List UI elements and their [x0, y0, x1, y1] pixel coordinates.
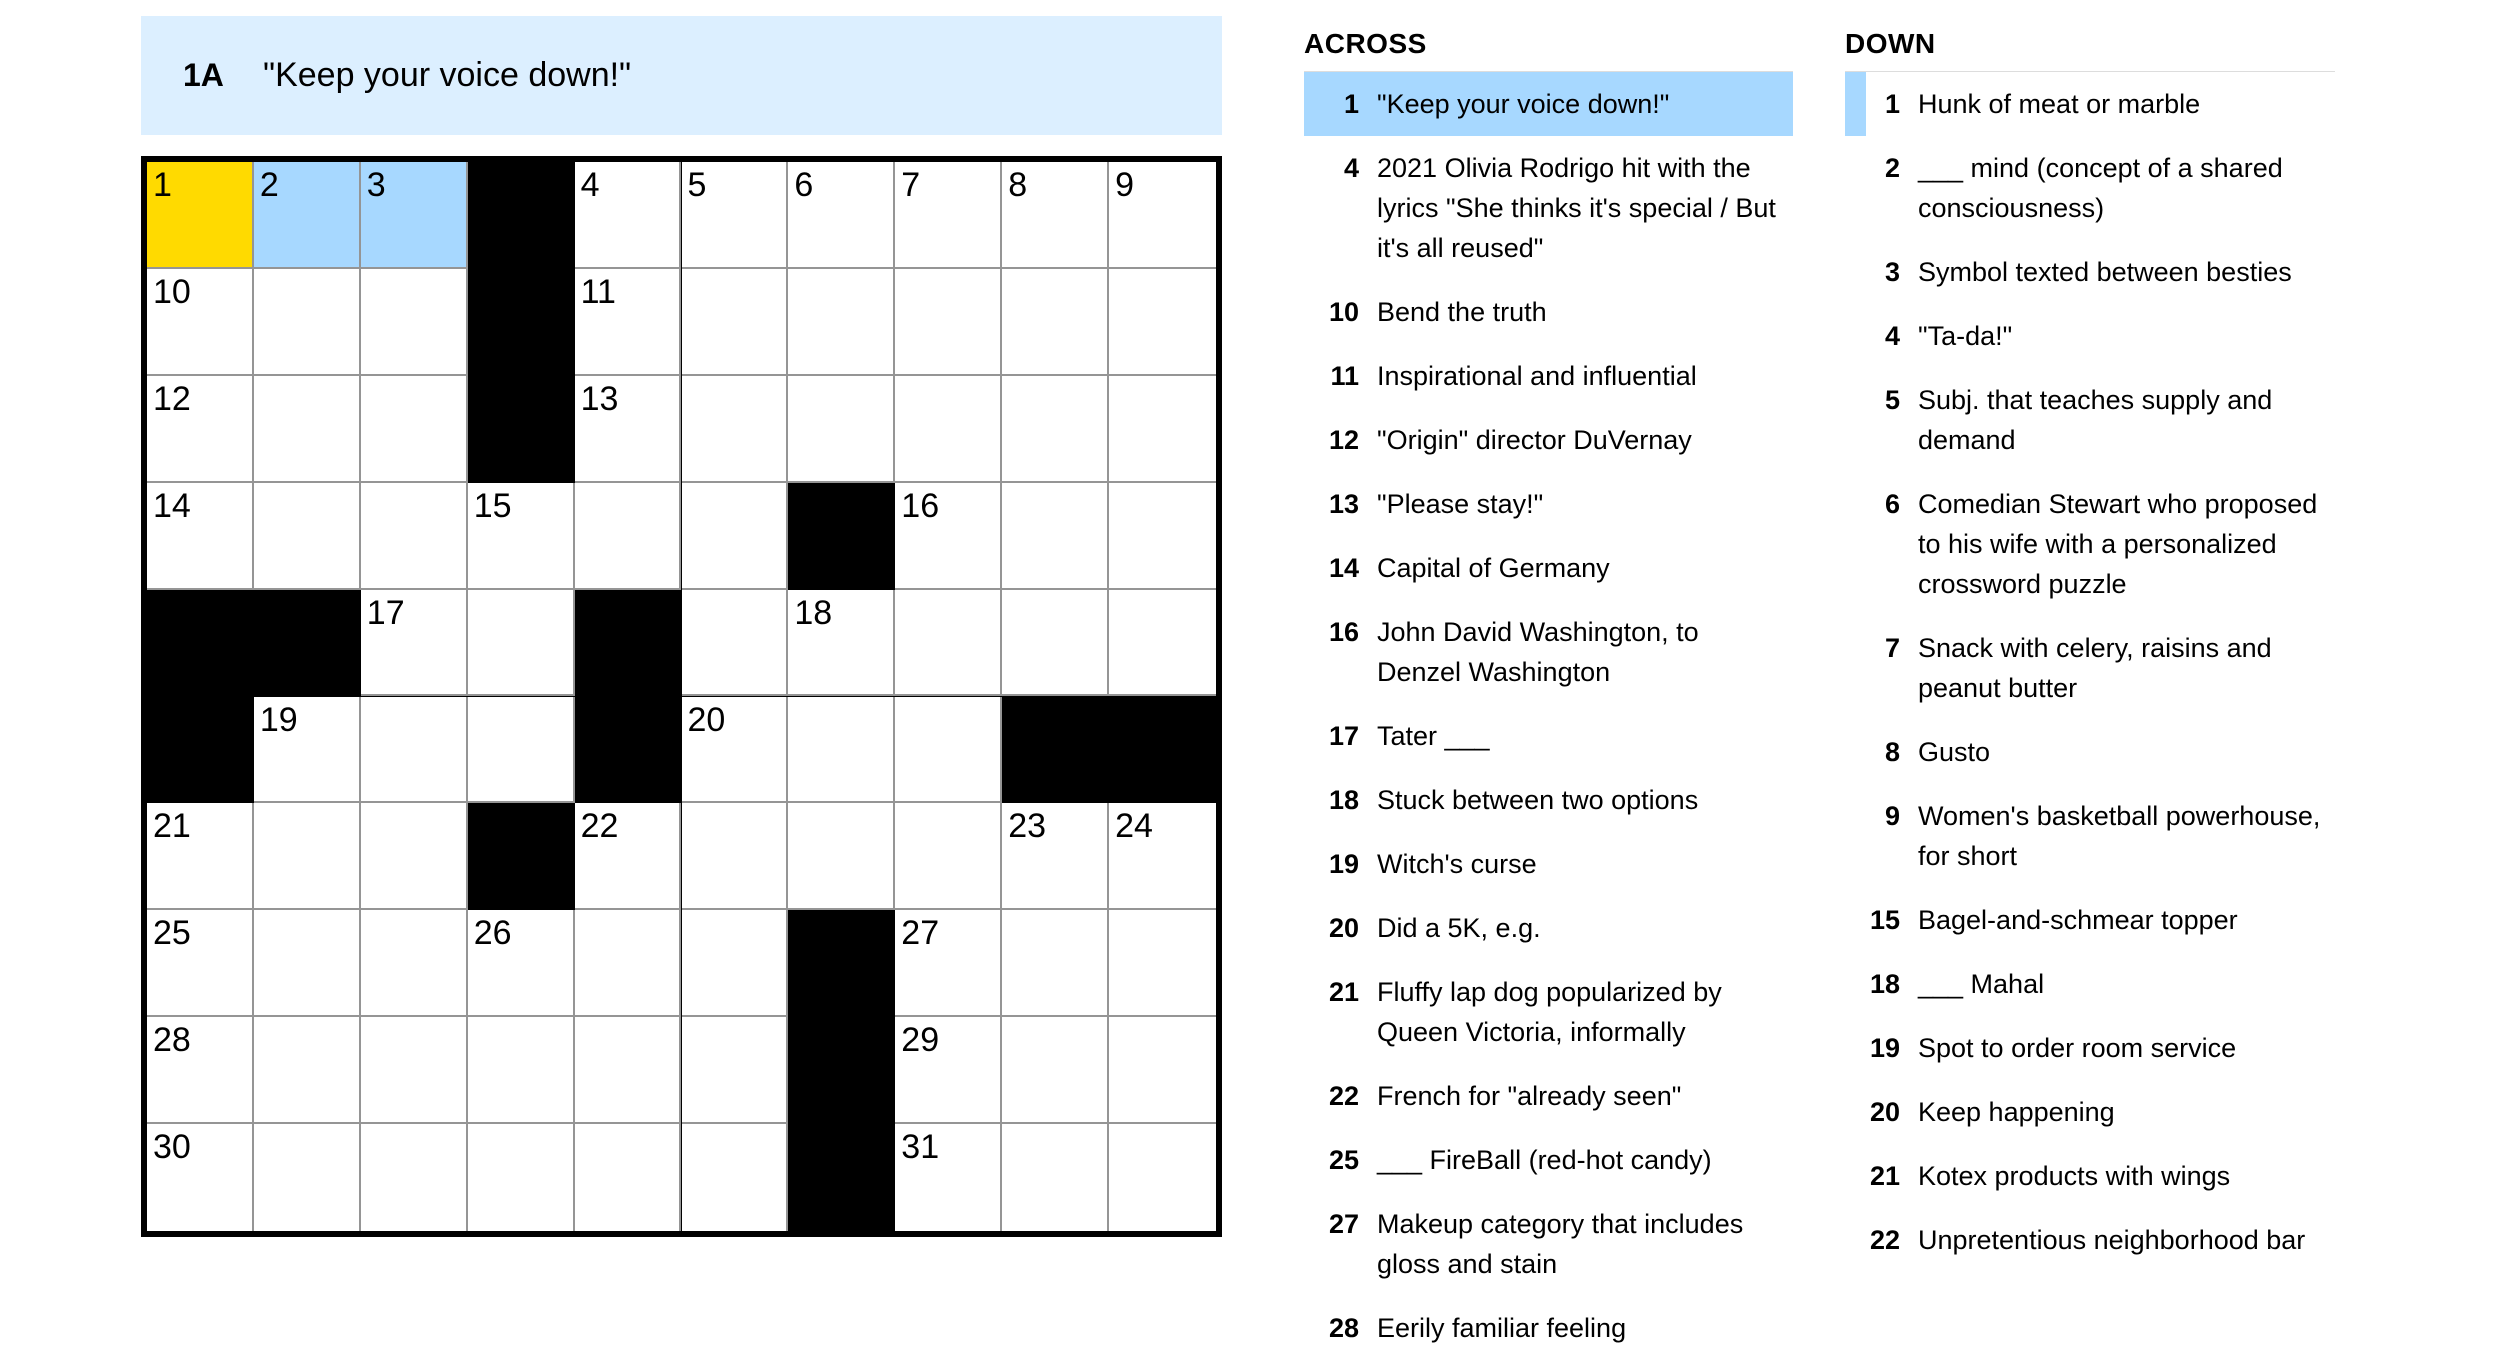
clue-text: Inspirational and influential — [1377, 361, 1697, 391]
clue-text: Stuck between two options — [1377, 785, 1699, 815]
cell-number: 28 — [153, 1021, 191, 1060]
grid-cell[interactable] — [1109, 376, 1216, 483]
grid-cell[interactable] — [1002, 162, 1109, 269]
clue-number: 6 — [1884, 489, 1900, 519]
down-clue-5[interactable] — [1845, 368, 2335, 472]
grid-cell[interactable] — [1109, 483, 1216, 590]
clue-number: 18 — [1869, 969, 1900, 999]
grid-cell[interactable] — [147, 803, 254, 910]
grid-cell[interactable] — [1109, 910, 1216, 1017]
clue-text: Snack with celery, raisins and peanut butter — [1918, 633, 2272, 703]
cell-number: 16 — [901, 486, 940, 525]
grid-cell[interactable] — [1002, 483, 1109, 590]
clue-text: "Please stay!" — [1377, 489, 1544, 519]
grid-cell[interactable] — [895, 1017, 1002, 1124]
down-clue-4[interactable] — [1845, 304, 2335, 368]
grid-cell[interactable] — [1002, 376, 1109, 483]
clue-text: "Ta-da!" — [1918, 321, 2013, 351]
across-clue-14[interactable] — [1304, 536, 1793, 600]
grid-cell[interactable] — [895, 803, 1002, 910]
grid-cell[interactable] — [147, 483, 254, 590]
clue-text: Spot to order room service — [1918, 1033, 2237, 1063]
across-heading: ACROSS — [1304, 28, 1427, 59]
grid-cell[interactable] — [1002, 910, 1109, 1017]
block-cell — [468, 162, 575, 269]
grid-cell[interactable] — [895, 697, 1002, 804]
grid-cell[interactable] — [575, 1017, 682, 1124]
grid-cell[interactable] — [468, 1124, 575, 1231]
clue-number: 4 — [1343, 153, 1359, 183]
clue-number: 19 — [1328, 849, 1359, 879]
across-clue-4[interactable] — [1304, 136, 1793, 280]
grid-cell[interactable] — [895, 376, 1002, 483]
clue-number: 10 — [1328, 297, 1359, 327]
across-clue-17[interactable] — [1304, 704, 1793, 768]
cell-number: 13 — [580, 379, 619, 418]
cell-number: 1 — [153, 166, 172, 204]
clue-text: ___ mind (concept of a shared consciousness) — [1918, 153, 2283, 223]
down-clue-9[interactable] — [1845, 784, 2335, 888]
grid-cell[interactable] — [468, 697, 575, 804]
cell-number: 26 — [473, 914, 512, 953]
cell-number: 27 — [901, 914, 940, 953]
clue-text: Kotex products with wings — [1918, 1161, 2231, 1191]
grid-cell[interactable] — [361, 162, 468, 269]
clue-number: 8 — [1884, 737, 1900, 767]
current-clue-text: "Keep your voice down!" — [263, 56, 632, 94]
cell-number: 12 — [153, 379, 191, 418]
grid-cell[interactable] — [895, 483, 1002, 590]
down-clue-list[interactable] — [1845, 71, 2335, 1262]
cell-number: 10 — [153, 272, 191, 311]
grid-cell[interactable] — [468, 483, 575, 590]
clue-number: 25 — [1328, 1145, 1359, 1175]
grid-cell[interactable] — [147, 1017, 254, 1124]
across-clue-27[interactable] — [1304, 1192, 1793, 1296]
clue-number: 18 — [1328, 785, 1359, 815]
grid-cell[interactable] — [1109, 269, 1216, 376]
clue-number: 21 — [1328, 977, 1359, 1007]
cell-number: 25 — [153, 914, 191, 953]
across-clue-1[interactable] — [1304, 72, 1793, 136]
grid-cell[interactable] — [895, 1124, 1002, 1231]
grid-cell[interactable] — [361, 910, 468, 1017]
clue-text: Did a 5K, e.g. — [1377, 913, 1541, 943]
clue-text: Eerily familiar feeling — [1377, 1313, 1627, 1343]
clue-number: 21 — [1869, 1161, 1900, 1191]
clue-text: Tater ___ — [1377, 721, 1490, 751]
grid-cell[interactable] — [361, 1124, 468, 1231]
grid-cell[interactable] — [575, 910, 682, 1017]
grid-cell[interactable] — [361, 697, 468, 804]
clue-text: French for "already seen" — [1377, 1081, 1682, 1111]
grid-cell[interactable] — [468, 910, 575, 1017]
grid-cell[interactable] — [147, 162, 254, 269]
clue-number: 14 — [1328, 553, 1359, 583]
grid-cell[interactable] — [254, 697, 361, 804]
clue-text: Makeup category that includes gloss and stain — [1377, 1209, 1744, 1279]
grid-cell[interactable] — [575, 162, 682, 269]
grid-cell[interactable] — [682, 269, 789, 376]
grid-cell[interactable] — [575, 483, 682, 590]
down-clue-18[interactable] — [1845, 952, 2335, 1016]
grid-cell[interactable] — [575, 1124, 682, 1231]
down-clue-21[interactable] — [1845, 1144, 2335, 1208]
block-cell — [575, 697, 682, 804]
grid-cell[interactable] — [895, 910, 1002, 1017]
cell-number: 29 — [901, 1021, 940, 1060]
grid-cell[interactable] — [361, 376, 468, 483]
clue-text: Comedian Stewart who proposed to his wife with a personalized crossword puzzle — [1918, 489, 2318, 599]
block-cell — [1002, 697, 1109, 804]
clue-text: Keep happening — [1918, 1097, 2115, 1127]
across-clue-28[interactable] — [1304, 1296, 1793, 1360]
clue-number: 19 — [1869, 1033, 1900, 1063]
grid-cell[interactable] — [682, 483, 789, 590]
clue-number: 28 — [1328, 1313, 1359, 1343]
grid-cell[interactable] — [1002, 1017, 1109, 1124]
grid-cell[interactable] — [682, 376, 789, 483]
clue-number: 27 — [1328, 1209, 1359, 1239]
cell-number: 3 — [366, 166, 386, 204]
grid-cell[interactable] — [682, 803, 789, 910]
block-cell — [788, 1017, 895, 1124]
cell-number: 19 — [259, 700, 298, 739]
grid-cell[interactable] — [1002, 269, 1109, 376]
cell-number: 6 — [794, 166, 814, 204]
grid-cell[interactable] — [147, 910, 254, 1017]
clue-text: "Origin" director DuVernay — [1377, 425, 1692, 455]
clue-number: 20 — [1328, 913, 1359, 943]
down-clue-1[interactable] — [1845, 72, 2335, 136]
across-clue-21[interactable] — [1304, 960, 1793, 1064]
grid-cell[interactable] — [682, 697, 789, 804]
block-cell — [788, 483, 895, 590]
grid-cell[interactable] — [895, 590, 1002, 697]
across-clue-25[interactable] — [1304, 1128, 1793, 1192]
block-cell — [468, 269, 575, 376]
grid-cell[interactable] — [254, 483, 361, 590]
grid-cell[interactable] — [254, 1124, 361, 1231]
clue-text: ___ FireBall (red-hot candy) — [1377, 1145, 1712, 1175]
clue-number: 11 — [1330, 361, 1359, 391]
grid-cell[interactable] — [1109, 1124, 1216, 1231]
cell-number: 9 — [1115, 166, 1135, 204]
cell-number: 11 — [580, 272, 616, 311]
across-clue-20[interactable] — [1304, 896, 1793, 960]
grid-cell[interactable] — [361, 269, 468, 376]
cell-number: 17 — [366, 593, 405, 632]
grid-cell[interactable] — [788, 376, 895, 483]
down-clue-19[interactable] — [1845, 1016, 2335, 1080]
grid-cell[interactable] — [895, 162, 1002, 269]
grid-cell[interactable] — [254, 162, 361, 269]
clue-number: 7 — [1884, 633, 1900, 663]
clue-text: Symbol texted between besties — [1918, 257, 2292, 287]
down-clue-7[interactable] — [1845, 616, 2335, 720]
grid-cell[interactable] — [788, 162, 895, 269]
clue-number: 20 — [1869, 1097, 1900, 1127]
grid-cell[interactable] — [682, 910, 789, 1017]
clue-text: Hunk of meat or marble — [1918, 89, 2201, 119]
grid-cell[interactable] — [1109, 803, 1216, 910]
cell-number: 14 — [153, 486, 191, 525]
cell-number: 23 — [1008, 807, 1047, 846]
block-cell — [1109, 697, 1216, 804]
clue-number: 1 — [1884, 89, 1900, 119]
grid-cell[interactable] — [682, 590, 789, 697]
grid-cell[interactable] — [254, 910, 361, 1017]
clue-number: 9 — [1884, 801, 1900, 831]
clue-number: 17 — [1328, 721, 1359, 751]
clue-text: Unpretentious neighborhood bar — [1918, 1225, 2306, 1255]
crossword-grid[interactable] — [141, 156, 1222, 1237]
down-clue-2[interactable] — [1845, 136, 2335, 240]
down-clue-20[interactable] — [1845, 1080, 2335, 1144]
across-clue-19[interactable] — [1304, 832, 1793, 896]
clue-number: 2 — [1884, 153, 1900, 183]
clue-text: Gusto — [1918, 737, 1991, 767]
grid-cell[interactable] — [575, 803, 682, 910]
down-clue-8[interactable] — [1845, 720, 2335, 784]
down-clue-15[interactable] — [1845, 888, 2335, 952]
clue-text: 2021 Olivia Rodrigo hit with the lyrics "She thinks it's special / But it's all reused" — [1377, 153, 1776, 263]
grid-cell[interactable] — [147, 1124, 254, 1231]
cell-number: 22 — [580, 807, 619, 846]
cell-number: 4 — [580, 166, 600, 204]
grid-cell[interactable] — [1109, 1017, 1216, 1124]
across-clue-list[interactable] — [1304, 71, 1793, 1343]
clue-number: 22 — [1869, 1225, 1900, 1255]
grid-cell[interactable] — [361, 803, 468, 910]
cell-number: 7 — [901, 166, 921, 204]
across-clue-16[interactable] — [1304, 600, 1793, 704]
grid-cell[interactable] — [788, 803, 895, 910]
grid-cell[interactable] — [895, 269, 1002, 376]
grid-cell[interactable] — [254, 376, 361, 483]
grid-cell[interactable] — [361, 1017, 468, 1124]
clue-number: 12 — [1328, 425, 1359, 455]
current-clue-bar[interactable] — [141, 16, 1222, 135]
clue-number: 3 — [1884, 257, 1900, 287]
grid-cell[interactable] — [788, 590, 895, 697]
cell-number: 15 — [473, 486, 512, 525]
across-clue-12[interactable] — [1304, 408, 1793, 472]
clue-text: Women's basketball powerhouse, for short — [1918, 801, 2321, 871]
clue-number: 22 — [1328, 1081, 1359, 1111]
grid-cell[interactable] — [575, 269, 682, 376]
block-cell — [147, 697, 254, 804]
clue-text: Fluffy lap dog popularized by Queen Victoria, informally — [1377, 977, 1722, 1047]
grid-cell[interactable] — [1002, 803, 1109, 910]
clue-text: Bagel-and-schmear topper — [1918, 905, 2238, 935]
cell-number: 21 — [153, 807, 191, 846]
grid-cell[interactable] — [147, 376, 254, 483]
grid-cell[interactable] — [575, 376, 682, 483]
block-cell — [147, 590, 254, 697]
clue-text: Bend the truth — [1377, 297, 1547, 327]
across-clue-18[interactable] — [1304, 768, 1793, 832]
across-clue-22[interactable] — [1304, 1064, 1793, 1128]
cell-number: 20 — [687, 700, 726, 739]
grid-cell[interactable] — [1109, 590, 1216, 697]
grid-cell[interactable] — [1109, 162, 1216, 269]
grid-cell[interactable] — [682, 162, 789, 269]
grid-cell[interactable] — [468, 590, 575, 697]
across-clue-10[interactable] — [1304, 280, 1793, 344]
grid-cell[interactable] — [254, 803, 361, 910]
cell-number: 30 — [153, 1128, 191, 1167]
current-clue-number: 1A — [183, 57, 224, 93]
clue-text: Subj. that teaches supply and demand — [1918, 385, 2273, 455]
clue-number: 15 — [1869, 905, 1900, 935]
grid-cell[interactable] — [1002, 1124, 1109, 1231]
block-cell — [575, 590, 682, 697]
grid-cell[interactable] — [682, 1017, 789, 1124]
block-cell — [254, 590, 361, 697]
grid-cell[interactable] — [468, 1017, 575, 1124]
clue-number: 5 — [1884, 385, 1900, 415]
clue-number: 4 — [1884, 321, 1900, 351]
clue-text: "Keep your voice down!" — [1377, 89, 1670, 119]
across-clue-13[interactable] — [1304, 472, 1793, 536]
clue-number: 13 — [1328, 489, 1359, 519]
block-cell — [788, 910, 895, 1017]
cell-number: 8 — [1008, 166, 1028, 204]
down-clue-3[interactable] — [1845, 240, 2335, 304]
clue-number: 16 — [1328, 617, 1359, 647]
clue-text: ___ Mahal — [1918, 969, 2045, 999]
grid-cell[interactable] — [361, 483, 468, 590]
down-heading: DOWN — [1845, 28, 1936, 59]
cell-number: 24 — [1115, 807, 1153, 846]
grid-cell[interactable] — [788, 269, 895, 376]
down-clue-22[interactable] — [1845, 1208, 2335, 1272]
grid-cell[interactable] — [254, 269, 361, 376]
clue-text: Witch's curse — [1377, 849, 1537, 879]
clue-number: 1 — [1343, 89, 1359, 119]
grid-cell[interactable] — [1002, 590, 1109, 697]
grid-cell[interactable] — [147, 269, 254, 376]
grid-cell[interactable] — [788, 697, 895, 804]
down-clue-6[interactable] — [1845, 472, 2335, 616]
grid-cell[interactable] — [682, 1124, 789, 1231]
clue-text: Capital of Germany — [1377, 553, 1610, 583]
grid-cell[interactable] — [361, 590, 468, 697]
block-cell — [788, 1124, 895, 1231]
cell-number: 5 — [687, 166, 707, 204]
grid-cell[interactable] — [254, 1017, 361, 1124]
block-cell — [468, 803, 575, 910]
cell-number: 2 — [259, 166, 279, 204]
clue-text: John David Washington, to Denzel Washington — [1377, 617, 1699, 687]
block-cell — [468, 376, 575, 483]
cell-number: 18 — [794, 593, 833, 632]
cell-number: 31 — [901, 1128, 940, 1167]
across-clue-11[interactable] — [1304, 344, 1793, 408]
